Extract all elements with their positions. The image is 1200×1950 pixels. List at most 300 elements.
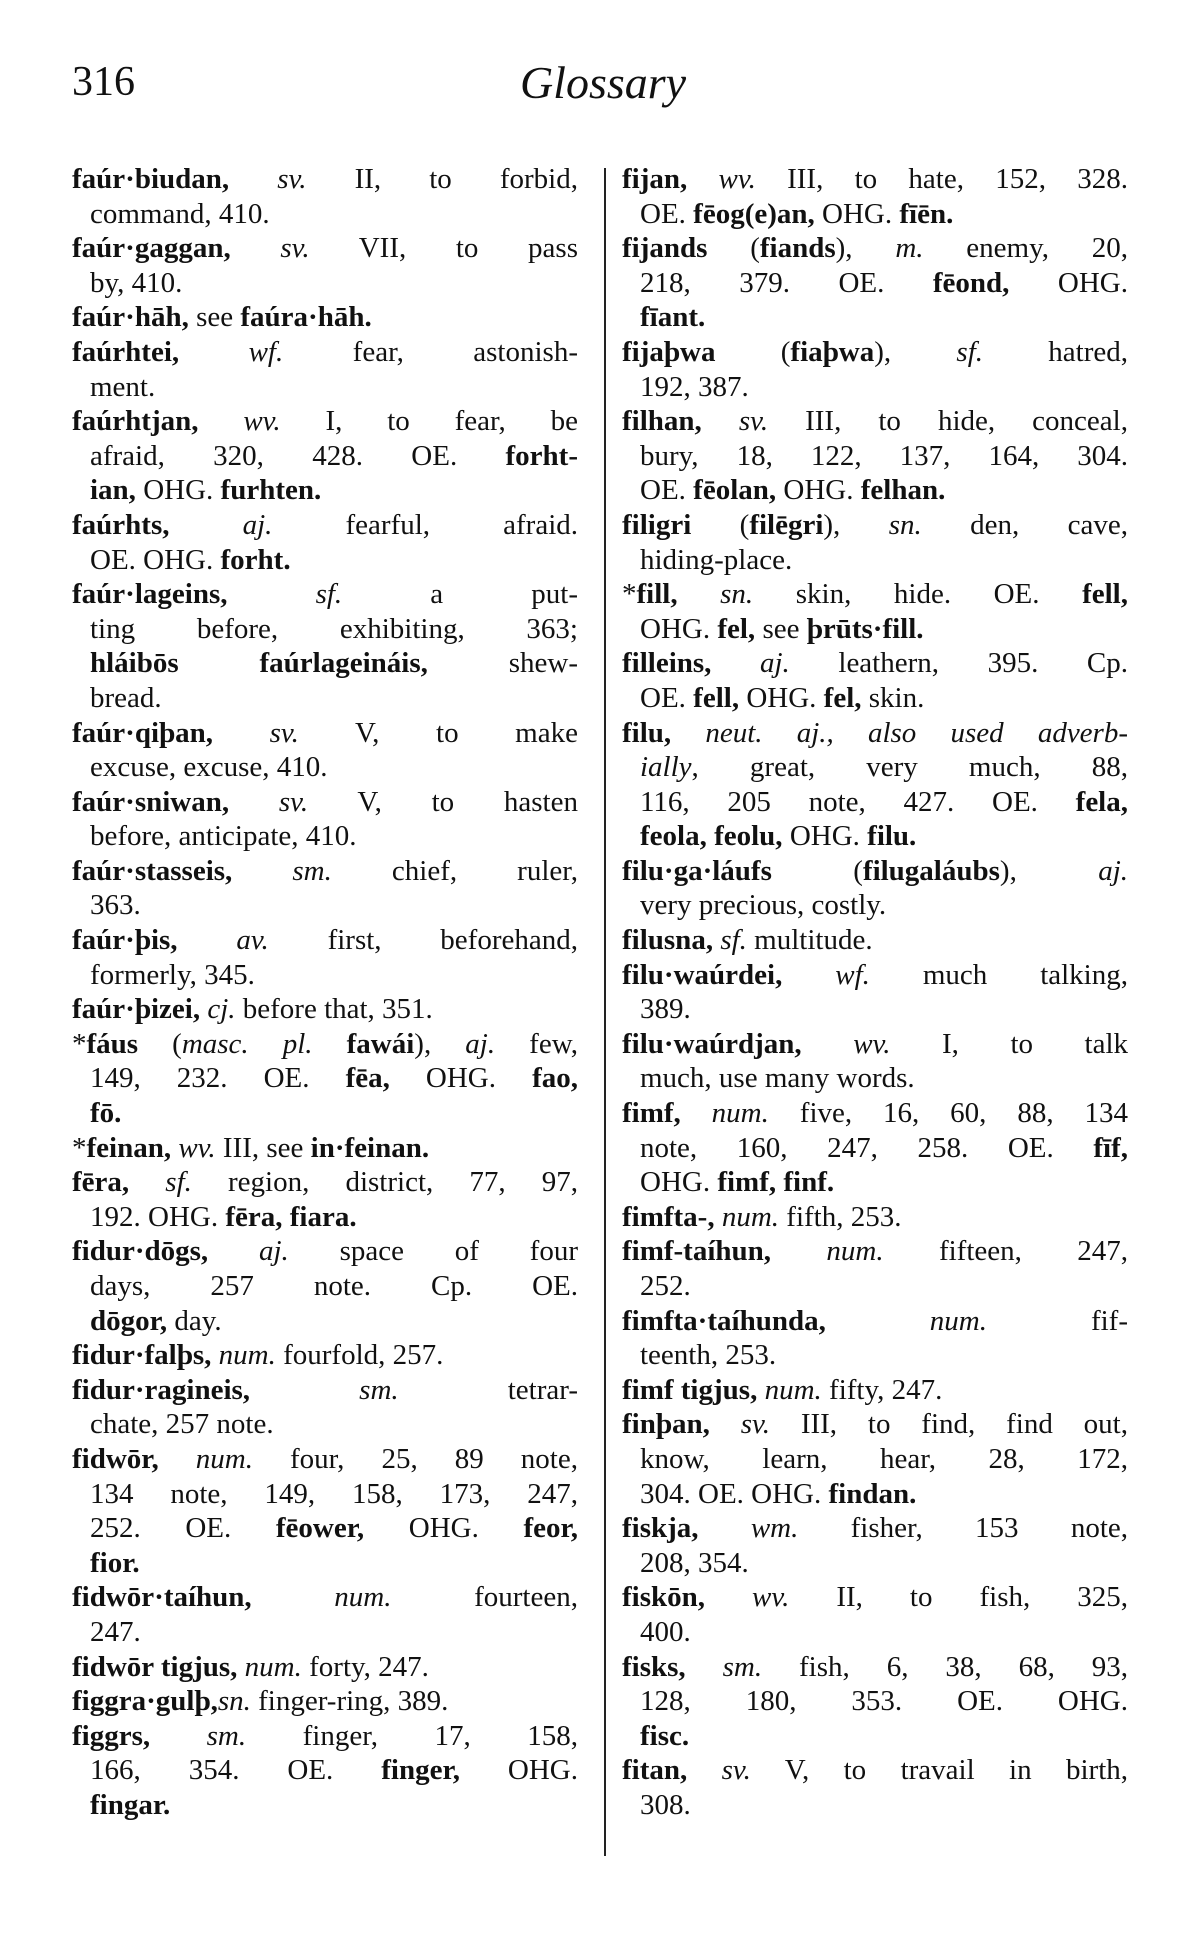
entry-first-line <box>622 231 1128 266</box>
entry-first-line <box>72 1580 578 1615</box>
glossary-entry <box>622 231 1128 335</box>
entry-continuation-line <box>622 888 1128 923</box>
definition-text: OHG. <box>814 197 900 230</box>
headword-text: hláibōs faúrlageináis, <box>90 647 428 680</box>
definition-text: much, use many words. <box>640 1062 915 1095</box>
grammar-label: sf. <box>713 924 747 957</box>
entry-continuation-line <box>72 750 578 785</box>
definition-text: fifty, 247. <box>821 1373 943 1406</box>
headword-text: filu·waúrdei, <box>622 958 783 991</box>
page-number: 316 <box>72 59 135 105</box>
entry-continuation-line <box>72 1615 578 1650</box>
entry-continuation-line <box>622 681 1128 716</box>
entry-continuation-line <box>72 646 578 681</box>
headword-text: filu·ga·láufs <box>622 854 772 887</box>
definition-text: 134 note, 149, 158, 173, 247, <box>90 1477 578 1510</box>
grammar-label: num. <box>211 1339 276 1372</box>
grammar-label: sn. <box>677 578 754 611</box>
entry-continuation-line <box>72 370 578 405</box>
definition-text: OHG. <box>364 1512 524 1545</box>
entry-continuation-line <box>622 1546 1128 1581</box>
headword-text: faúrhts, <box>72 508 170 541</box>
definition-text: four, 25, 89 note, <box>252 1442 578 1475</box>
definition-text: first, beforehand, <box>268 924 578 957</box>
entry-continuation-line <box>622 1442 1128 1477</box>
grammar-label: sv. <box>229 785 309 818</box>
glossary-entry <box>622 1407 1128 1511</box>
definition-text: note, 160, 247, 258. OE. <box>640 1131 1094 1164</box>
definition-text: fear, astonish- <box>283 335 578 368</box>
entry-first-line <box>72 1442 578 1477</box>
glossary-entry <box>622 162 1128 231</box>
entry-first-line <box>622 646 1128 681</box>
headword-text: faúrhtei, <box>72 335 180 368</box>
definition-text: fish, 6, 38, 68, 93, <box>762 1650 1129 1683</box>
glossary-entry <box>72 1580 578 1649</box>
grammar-label: sn. <box>217 1685 251 1718</box>
definition-text <box>313 1028 347 1060</box>
definition-text: finger-ring, 389. <box>250 1685 449 1718</box>
grammar-label: wf. <box>782 958 870 991</box>
glossary-column-left <box>72 162 578 1823</box>
grammar-label: wv. <box>705 1581 790 1614</box>
headword-text: findan. <box>828 1477 917 1510</box>
definition-text: formerly, 345. <box>90 958 255 991</box>
definition-text: OE. <box>640 681 694 714</box>
glossary-entry <box>72 162 578 231</box>
entry-continuation-line <box>72 681 578 716</box>
glossary-entry <box>72 854 578 923</box>
headword-text: fīf, <box>1093 1131 1128 1164</box>
headword-text: fiskja, <box>622 1512 699 1545</box>
entry-continuation-line <box>72 543 578 578</box>
glossary-entry <box>622 716 1128 854</box>
grammar-label: m. <box>895 232 924 265</box>
definition-text: , great, very much, 88, <box>691 751 1128 784</box>
glossary-entry <box>72 1684 578 1719</box>
entry-first-line <box>622 1580 1128 1615</box>
headword-text: filu, <box>622 716 672 749</box>
entry-continuation-line <box>72 1304 578 1339</box>
headword-text: faúrhtjan, <box>72 405 199 438</box>
entry-continuation-line <box>72 888 578 923</box>
entry-continuation-line <box>72 1788 578 1823</box>
glossary-entry <box>72 785 578 854</box>
grammar-label: wm. <box>698 1512 799 1545</box>
headword-text: felhan. <box>860 474 946 507</box>
entry-first-line <box>622 577 1128 612</box>
headword-text: fimfta-, <box>622 1200 715 1233</box>
definition-text: OHG. <box>459 1754 578 1787</box>
entry-first-line <box>622 716 1128 751</box>
grammar-label: neut. aj., also used adverb- <box>671 716 1128 749</box>
definition-text: fif- <box>987 1304 1128 1337</box>
headword-text: fimf tigjus, <box>622 1373 758 1406</box>
definition-text: I, to talk <box>890 1027 1129 1060</box>
definition-text: OHG. <box>389 1062 533 1095</box>
entry-continuation-line <box>72 1407 578 1442</box>
definition-text: * <box>72 1027 87 1060</box>
grammar-label: sm. <box>232 854 332 887</box>
entry-first-line <box>72 1650 578 1685</box>
definition-text: III, to find, find out, <box>769 1408 1128 1441</box>
definition-text: OE. <box>640 197 694 230</box>
grammar-label: cj. <box>200 993 236 1026</box>
headword-text: fimf-taíhun, <box>622 1235 772 1268</box>
definition-text: 252. OE. <box>90 1512 276 1545</box>
entry-continuation-line <box>622 197 1128 232</box>
definition-text: OHG. <box>135 474 221 507</box>
definition-text: days, 257 note. Cp. OE. <box>90 1270 578 1302</box>
glossary-entry <box>622 958 1128 1027</box>
grammar-label: sf. <box>227 578 343 611</box>
definition-text: * <box>622 578 637 611</box>
grammar-label: num. <box>237 1650 302 1683</box>
entry-first-line <box>72 854 578 889</box>
glossary-entry <box>72 716 578 785</box>
definition-text: hiding-place. <box>640 543 793 576</box>
definition-text: OHG. <box>782 820 868 853</box>
glossary-entry <box>622 577 1128 646</box>
entry-continuation-line <box>72 1200 578 1235</box>
glossary-entry <box>622 404 1128 508</box>
grammar-label: wf. <box>179 335 284 368</box>
entry-first-line <box>622 1027 1128 1062</box>
entry-first-line <box>622 162 1128 197</box>
headword-text: faúr·gaggan, <box>72 232 231 265</box>
grammar-label: sf. <box>956 335 983 368</box>
definition-text: much talking, <box>869 958 1128 991</box>
entry-first-line <box>622 1234 1128 1269</box>
entry-first-line <box>72 1131 578 1166</box>
definition-text: den, cave, <box>921 508 1128 541</box>
entry-continuation-line <box>622 370 1128 405</box>
grammar-label: sv. <box>230 232 310 265</box>
grammar-label: aj. <box>1098 854 1128 887</box>
definition-text: V, to travail in birth, <box>750 1754 1128 1787</box>
definition-text: a put- <box>342 578 578 611</box>
definition-text: afraid, 320, 428. OE. <box>90 439 506 472</box>
grammar-label: num. <box>680 1097 769 1130</box>
headword-text: dōgor, <box>90 1304 168 1337</box>
grammar-label: sv. <box>213 716 299 749</box>
headword-text: filigri <box>622 508 692 541</box>
headword-text: fidur·ragineis, <box>72 1373 251 1406</box>
entry-continuation-line <box>72 1269 578 1304</box>
definition-text: OHG. <box>1009 266 1128 299</box>
definition-text: see <box>188 301 241 334</box>
running-head-title: Glossary <box>519 57 687 108</box>
headword-text: fell, <box>1082 578 1128 611</box>
headword-text: fáus <box>86 1027 139 1060</box>
headword-text: fijan, <box>622 163 688 195</box>
definition-text: ), <box>874 335 957 368</box>
headword-text: fawái <box>346 1027 415 1060</box>
definition-text: ), <box>835 232 896 265</box>
headword-text: fell, <box>693 681 740 714</box>
definition-text: bread. <box>90 681 162 714</box>
grammar-label: sm. <box>150 1719 247 1752</box>
headword-text: fimfta·taíhunda, <box>622 1304 826 1337</box>
headword-text: þrūts·fill. <box>806 612 924 645</box>
headword-text: fēra, <box>72 1166 130 1199</box>
definition-text: OE. OHG. <box>90 543 221 576</box>
entry-continuation-line <box>622 1338 1128 1373</box>
grammar-label: av. <box>177 924 269 957</box>
entry-first-line <box>622 1096 1128 1131</box>
definition-text: 363. <box>90 889 141 922</box>
definition-text: 208, 354. <box>640 1546 749 1579</box>
entry-continuation-line <box>622 785 1128 820</box>
grammar-label: aj. <box>711 647 790 680</box>
definition-text: ( <box>691 508 750 541</box>
glossary-entry <box>72 300 578 335</box>
definition-text: ting before, exhibiting, 363; <box>90 612 578 645</box>
grammar-label: aj. <box>169 508 273 541</box>
entry-first-line <box>72 992 578 1027</box>
definition-text: I, to fear, be <box>280 405 578 438</box>
glossary-entry <box>622 1304 1128 1373</box>
grammar-label: sm. <box>685 1650 763 1683</box>
definition-text: fisher, 153 note, <box>798 1512 1129 1545</box>
definition-text: 389. <box>640 993 691 1026</box>
glossary-entry <box>622 1027 1128 1096</box>
entry-first-line <box>72 1719 578 1754</box>
entry-continuation-line <box>72 197 578 232</box>
glossary-entry <box>622 1234 1128 1303</box>
entry-continuation-line <box>622 1719 1128 1754</box>
definition-text: space of four <box>288 1235 578 1268</box>
entry-first-line <box>72 162 578 197</box>
entry-continuation-line <box>622 1269 1128 1304</box>
definition-text: VII, to pass <box>309 232 578 265</box>
definition-text: 308. <box>640 1788 691 1821</box>
entry-first-line <box>622 335 1128 370</box>
definition-text: chate, 257 note. <box>90 1408 274 1441</box>
entry-first-line <box>72 1165 578 1200</box>
entry-first-line <box>622 1407 1128 1442</box>
entry-first-line <box>72 1027 578 1062</box>
headword-text: fidwōr, <box>72 1442 159 1475</box>
headword-text: figgrs, <box>72 1719 151 1752</box>
headword-text: feor, <box>523 1512 578 1545</box>
headword-text: forht. <box>220 543 291 576</box>
glossary-entry <box>622 854 1128 923</box>
headword-text: faúr·sniwan, <box>72 785 230 818</box>
headword-text: fisks, <box>622 1650 686 1683</box>
headword-text: fitan, <box>622 1754 688 1787</box>
headword-text: fēra, fiara. <box>225 1200 357 1233</box>
definition-text: command, 410. <box>90 197 270 230</box>
definition-text: skin. <box>861 681 925 714</box>
entry-first-line <box>622 508 1128 543</box>
headword-text: fingar. <box>90 1788 171 1821</box>
headword-text: filusna, <box>622 924 714 957</box>
definition-text: II, to fish, 325, <box>789 1581 1129 1614</box>
definition-text: region, district, 77, 97, <box>191 1166 578 1199</box>
entry-continuation-line <box>622 1684 1128 1719</box>
definition-text: 400. <box>640 1615 691 1648</box>
entry-continuation-line <box>72 1753 578 1788</box>
glossary-entry <box>622 1200 1128 1235</box>
entry-continuation-line <box>622 473 1128 508</box>
headword-text: finþan, <box>622 1408 710 1441</box>
definition-text: forty, 247. <box>301 1650 429 1683</box>
definition-text: III, to hide, conceal, <box>768 405 1128 438</box>
definition-text: ( <box>707 232 760 265</box>
entry-continuation-line <box>72 1061 578 1096</box>
definition-text: ( <box>771 854 863 887</box>
definition-text: by, 410. <box>90 266 183 299</box>
entry-continuation-line <box>72 958 578 993</box>
grammar-label: num. <box>158 1442 253 1475</box>
entry-first-line <box>622 1753 1128 1788</box>
glossary-entry <box>72 1027 578 1131</box>
entry-first-line <box>72 404 578 439</box>
definition-text: OHG. <box>739 681 824 714</box>
headword-text: fimf, finf. <box>717 1166 835 1199</box>
definition-text: 218, 379. OE. <box>640 266 933 299</box>
headword-text: faúr·þizei, <box>72 993 201 1026</box>
definition-text: before, anticipate, 410. <box>90 820 357 853</box>
entry-first-line <box>72 335 578 370</box>
headword-text: faúr·biudan, <box>72 163 230 195</box>
definition-text: II, to forbid, <box>306 163 578 195</box>
glossary-entry <box>622 1096 1128 1200</box>
headword-text: fiaþwa <box>790 335 875 368</box>
entry-continuation-line <box>622 819 1128 854</box>
headword-text: fīant. <box>640 301 706 334</box>
entry-continuation-line <box>622 1615 1128 1650</box>
grammar-label: ially <box>640 751 692 784</box>
headword-text: faúr·lageins, <box>72 578 228 611</box>
headword-text: furhten. <box>220 474 322 507</box>
headword-text: faúra·hāh. <box>240 301 372 334</box>
entry-first-line <box>72 1338 578 1373</box>
definition-text: ), <box>999 854 1099 887</box>
definition-text: ), <box>823 508 889 541</box>
glossary-entry <box>72 1719 578 1823</box>
definition-text: see <box>755 612 807 645</box>
entry-continuation-line <box>622 1477 1128 1512</box>
glossary-entry <box>622 1580 1128 1649</box>
definition-text: OHG. <box>776 474 861 507</box>
definition-text: know, learn, hear, 28, 172, <box>640 1442 1128 1475</box>
glossary-entry <box>72 1234 578 1338</box>
grammar-label: wv. <box>801 1027 891 1060</box>
glossary-entry <box>72 231 578 300</box>
definition-text: bury, 18, 122, 137, 164, 304. <box>640 439 1128 472</box>
headword-text: fēower, <box>275 1512 365 1545</box>
glossary-entry <box>72 335 578 404</box>
entry-continuation-line <box>622 300 1128 335</box>
glossary-entry <box>622 508 1128 577</box>
headword-text: fēog(e)an, <box>693 197 815 230</box>
headword-text: fēond, <box>932 266 1010 299</box>
definition-text: skin, hide. OE. <box>753 578 1083 611</box>
grammar-label: masc. pl. <box>181 1027 313 1060</box>
definition-text: teenth, 253. <box>640 1339 777 1372</box>
definition-text: finger, 17, 158, <box>246 1719 578 1752</box>
headword-text: fior. <box>90 1546 140 1579</box>
headword-text: filēgri <box>749 508 824 541</box>
headword-text: fisc. <box>640 1719 690 1752</box>
glossary-entry <box>72 508 578 577</box>
glossary-entry <box>72 1165 578 1234</box>
definition-text: 252. <box>640 1270 691 1302</box>
headword-text: fel, <box>823 681 862 714</box>
definition-text: before that, 351. <box>235 993 433 1026</box>
definition-text: fourteen, <box>391 1581 578 1614</box>
headword-text: feinan, <box>86 1131 172 1164</box>
headword-text: fēa, <box>345 1062 390 1095</box>
definition-text: hatred, <box>983 335 1128 368</box>
entry-continuation-line <box>622 1788 1128 1823</box>
glossary-entry <box>72 404 578 508</box>
entry-continuation-line <box>72 473 578 508</box>
entry-continuation-line <box>72 1546 578 1581</box>
definition-text: OE. <box>640 474 694 507</box>
glossary-entry <box>72 1442 578 1580</box>
entry-first-line <box>622 404 1128 439</box>
glossary-entry <box>622 1373 1128 1408</box>
definition-text: five, 16, 60, 88, 134 <box>768 1097 1128 1130</box>
headword-text: fīēn. <box>899 197 954 230</box>
definition-text: ( <box>138 1027 182 1060</box>
headword-text: fēolan, <box>693 474 777 507</box>
grammar-label: num. <box>714 1200 780 1233</box>
headword-text: filleins, <box>622 647 712 680</box>
headword-text: figgra·gulþ, <box>72 1685 218 1718</box>
grammar-label: sv. <box>687 1754 751 1787</box>
grammar-label: num. <box>771 1235 884 1268</box>
definition-text: III, to hate, 152, 328. <box>755 163 1128 195</box>
entry-first-line <box>622 923 1128 958</box>
entry-continuation-line <box>622 439 1128 474</box>
glossary-entry <box>72 577 578 715</box>
headword-text: fiskōn, <box>622 1581 706 1614</box>
entry-first-line <box>622 854 1128 889</box>
headword-text: fiands <box>759 232 836 265</box>
headword-text: forht- <box>505 439 578 472</box>
definition-text: III, see <box>215 1131 311 1164</box>
headword-text: fijaþwa <box>622 335 716 368</box>
definition-text: ), <box>414 1027 466 1060</box>
glossary-entry <box>72 992 578 1027</box>
definition-text: OHG. <box>640 1166 718 1199</box>
entry-continuation-line <box>72 819 578 854</box>
headword-text: fidur·dōgs, <box>72 1235 209 1268</box>
entry-first-line <box>72 923 578 958</box>
glossary-entry <box>622 335 1128 404</box>
entry-continuation-line <box>622 1061 1128 1096</box>
entry-continuation-line <box>622 266 1128 301</box>
definition-text: fearful, afraid. <box>272 508 579 541</box>
grammar-label: wv. <box>171 1131 216 1164</box>
definition-text: 192. OHG. <box>90 1200 226 1233</box>
headword-text: faúr·qiþan, <box>72 716 214 749</box>
glossary-entry <box>72 1650 578 1685</box>
entry-first-line <box>72 1373 578 1408</box>
grammar-label: sv. <box>701 405 769 438</box>
definition-text: tetrar- <box>398 1373 578 1406</box>
definition-text: fifth, 253. <box>779 1200 902 1233</box>
headword-text: finger, <box>381 1754 460 1787</box>
grammar-label: aj. <box>465 1027 496 1060</box>
headword-text: fel, <box>717 612 756 645</box>
headword-text: filugaláubs <box>862 854 1000 887</box>
headword-text: ian, <box>90 474 136 507</box>
